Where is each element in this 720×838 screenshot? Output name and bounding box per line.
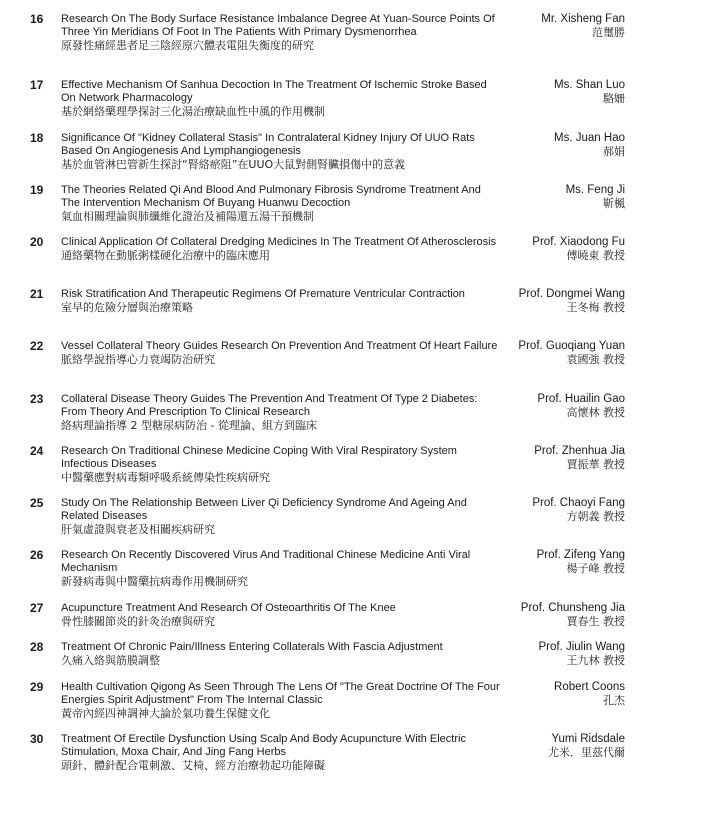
title-zh: 基於網絡藥理學探討三化湯治療缺血性中風的作用機制 — [61, 105, 325, 118]
title-zh: 絡病理論指導 2 型糖尿病防治 - 從理論、組方到臨床 — [61, 419, 317, 432]
title-zh: 頭針、體針配合電刺激、艾椅、經方治療勃起功能障礙 — [61, 759, 325, 772]
title-zh: 中醫藥應對病毒類呼吸系統傳染性疾病研究 — [61, 471, 270, 484]
title-zh: 新發病毒與中醫藥抗病毒作用機制研究 — [61, 575, 248, 588]
speaker — [425, 340, 625, 366]
speaker-name-zh: 尤米．里茲代爾 — [548, 746, 625, 759]
item-number: 19 — [30, 183, 44, 197]
title-en: Study On The Relationship Between Liver Qi Deficiency Syndrome And Ageing And Related Diseases — [61, 497, 467, 522]
speaker-name-zh: 王冬梅 教授 — [566, 301, 625, 314]
item-number: 21 — [30, 287, 44, 301]
speaker-name-en: Mr. Xisheng Fan — [541, 13, 625, 25]
speaker — [425, 236, 625, 262]
title-en: Treatment Of Erectile Dysfunction Using Scalp And Body Acupuncture With Electric Stimulation, Moxa Chair, And Jing Fang Herbs — [61, 733, 466, 758]
speaker-name-zh: 范璽勝 — [592, 26, 625, 39]
speaker-name-en: Prof. Dongmei Wang — [518, 288, 625, 300]
title-zh: 通絡藥物在動脈粥樣硬化治療中的臨床應用 — [61, 249, 270, 262]
speaker — [425, 184, 625, 210]
title-en: Significance Of "Kidney Collateral Stasis" In Contralateral Kidney Injury Of UUO Rats Based On Angiogenesis And Lymphangiogenesis — [61, 132, 475, 157]
item-number: 28 — [30, 640, 44, 654]
item-number: 23 — [30, 392, 44, 406]
speaker-name-en: Yumi Ridsdale — [551, 733, 625, 745]
speaker — [425, 549, 625, 575]
speaker-name-zh: 高懷林 教授 — [566, 406, 625, 419]
speaker-name-en: Prof. Jiulin Wang — [538, 641, 625, 653]
title-en: Health Cultivation Qigong As Seen Through The Lens Of "The Great Doctrine Of The Four Energies Spirit Adjustment" From The Internal Classic — [61, 681, 500, 706]
speaker — [425, 641, 625, 667]
speaker-name-zh: 賈振華 教授 — [566, 458, 625, 471]
title-zh: 骨性膝關節炎的針灸治療與研究 — [61, 615, 215, 628]
title-zh: 基於血管淋巴管新生探討“腎絡瘀阻”在UUO大鼠對側腎臟損傷中的意義 — [61, 158, 406, 171]
speaker-name-zh: 賈春生 教授 — [566, 615, 625, 628]
speaker — [425, 288, 625, 314]
item-number: 18 — [30, 131, 44, 145]
item-number: 20 — [30, 235, 44, 249]
item-number: 26 — [30, 548, 44, 562]
item-number: 30 — [30, 732, 44, 746]
title-en: Collateral Disease Theory Guides The Prevention And Treatment Of Type 2 Diabetes: From Theory And Prescription To Clinical Research — [61, 393, 478, 418]
speaker — [425, 132, 625, 158]
item-number: 22 — [30, 339, 44, 353]
title-en: The Theories Related Qi And Blood And Pulmonary Fibrosis Syndrome Treatment And The Intervention Mechanism Of Buyang Huanwu Decoction — [61, 184, 481, 209]
title-en: Research On The Body Surface Resistance Imbalance Degree At Yuan-Source Points Of Three Yin Meridians Of Foot In The Patients With Primary Dysmenorrhea — [61, 13, 495, 38]
speaker-name-en: Robert Coons — [554, 681, 625, 693]
speaker-name-en: Ms. Juan Hao — [554, 132, 625, 144]
speaker-name-zh: 方朝義 教授 — [566, 510, 625, 523]
speaker-name-en: Ms. Shan Luo — [554, 79, 625, 91]
speaker — [425, 497, 625, 523]
item-number: 17 — [30, 78, 44, 92]
speaker-name-zh: 郝娟 — [603, 145, 625, 158]
speaker-name-en: Prof. Guoqiang Yuan — [518, 340, 625, 352]
speaker-name-zh: 靳楓 — [603, 197, 625, 210]
speaker-name-zh: 楊子峰 教授 — [566, 562, 625, 575]
title-zh: 原發性痛經患者足三陰經原穴體表電阻失衡度的研究 — [61, 39, 314, 52]
item-number: 27 — [30, 601, 44, 615]
speaker — [425, 445, 625, 471]
speaker-name-en: Prof. Chunsheng Jia — [520, 602, 625, 614]
title-zh: 久痛入絡與筋膜調整 — [61, 654, 160, 667]
speaker-name-zh: 袁國強 教授 — [566, 353, 625, 366]
title-en: Effective Mechanism Of Sanhua Decoction In The Treatment Of Ischemic Stroke Based On Network Pharmacology — [61, 79, 487, 104]
speaker-name-en: Prof. Huailin Gao — [537, 393, 625, 405]
title-en: Research On Recently Discovered Virus And Traditional Chinese Medicine Anti Viral Mechanism — [61, 549, 471, 574]
title-en: Vessel Collateral Theory Guides Research On Prevention And Treatment Of Heart Failure — [61, 340, 498, 352]
title-en: Risk Stratification And Therapeutic Regimens Of Premature Ventricular Contraction — [61, 288, 465, 300]
speaker-name-zh: 傅曉東 教授 — [566, 249, 625, 262]
title-zh: 室早的危險分層與治療策略 — [61, 301, 193, 314]
title-zh: 脈絡學說指導心力衰竭防治研究 — [61, 353, 215, 366]
title-en: Research On Traditional Chinese Medicine Coping With Viral Respiratory System Infectious Diseases — [61, 445, 457, 470]
speaker-name-en: Ms. Feng Ji — [565, 184, 625, 196]
title-zh: 肝氣虛證與衰老及相關疾病研究 — [61, 523, 215, 536]
item-number: 24 — [30, 444, 44, 458]
title-zh: 黃帝內經四神調神大論於氣功養生保健文化 — [61, 707, 270, 720]
speaker — [425, 79, 625, 105]
speaker-name-en: Prof. Zhenhua Jia — [534, 445, 625, 457]
speaker — [425, 393, 625, 419]
item-number: 25 — [30, 496, 44, 510]
title-zh: 氣血相關理論與肺纖維化證治及補陽還五湯干預機制 — [61, 210, 314, 223]
item-number: 16 — [30, 12, 44, 26]
speaker-name-zh: 孔杰 — [603, 694, 625, 707]
speaker — [425, 733, 625, 759]
speaker-name-en: Prof. Xiaodong Fu — [532, 236, 625, 248]
speaker — [425, 602, 625, 628]
title-en: Clinical Application Of Collateral Dredging Medicines In The Treatment Of Atherosclerosis — [61, 236, 497, 248]
speaker-name-en: Prof. Zifeng Yang — [536, 549, 625, 561]
title-en: Acupuncture Treatment And Research Of Osteoarthritis Of The Knee — [61, 602, 396, 614]
speaker — [425, 13, 625, 39]
speaker-name-zh: 王九林 教授 — [566, 654, 625, 667]
speaker-name-zh: 駱姍 — [603, 92, 625, 105]
speaker-name-en: Prof. Chaoyi Fang — [532, 497, 625, 509]
title-en: Treatment Of Chronic Pain/Illness Entering Collaterals With Fascia Adjustment — [61, 641, 443, 653]
speaker — [425, 681, 625, 707]
item-number: 29 — [30, 680, 44, 694]
